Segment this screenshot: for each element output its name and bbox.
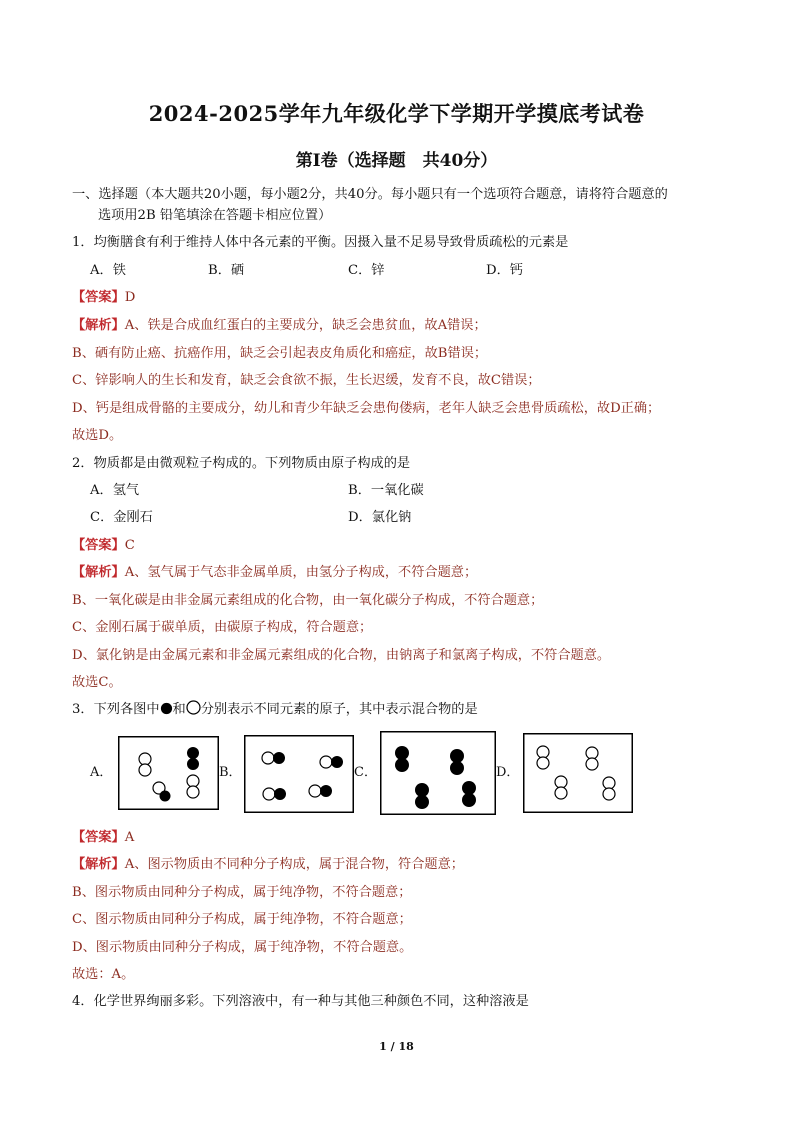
q2-analysis-b: B、一氧化碳是由非金属元素组成的化合物，由一氧化碳分子构成，不符合题意； [72,593,544,608]
q3-analysis-line: A、图示物质由不同种分子构成，属于混合物，符合题意； [124,857,464,872]
q1-analysis-line: A、铁是合成血红蛋白的主要成分，缺乏会患贫血，故A错误； [124,318,487,333]
q2-answer [72,536,732,556]
analysis-tag: 【解析】 [72,318,125,333]
q3-stem-part1: 3．下列各图中 [72,702,160,717]
q3-answer-value: A [124,830,135,845]
white-atom-icon [186,700,201,715]
q1-analysis-a [72,316,732,336]
q3-analysis-b: B、图示物质由同种分子构成，属于纯净物，不符合题意； [72,885,412,900]
q3-analysis-c: C、图示物质由同种分子构成，属于纯净物，不符合题意； [72,912,412,927]
q3-figure-label-b: B． [219,765,242,780]
q1-option-c: C．锌 [348,263,385,278]
q3-analysis-a [72,855,732,875]
q2-analysis-c: C、金刚石属于碳单质，由碳原子构成，符合题意； [72,620,373,635]
answer-tag: 【答案】 [72,538,125,553]
q3-figure-c [380,731,496,815]
q1-option-a: A．铁 [90,263,126,278]
q1-analysis-b: B、硒有防止癌、抗癌作用，缺乏会引起表皮角质化和癌症，故B错误； [72,346,488,361]
q2-option-d: D．氯化钠 [348,510,412,525]
q1-analysis-d: D、钙是组成骨骼的主要成分，幼儿和青少年缺乏会患佝偻病，老年人缺乏会患骨质疏松，故D正确； [72,401,661,416]
q3-answer [72,828,732,848]
q2-option-b: B．一氧化碳 [348,483,424,498]
q3-stem-part2: 和 [172,702,186,717]
q3-figure-d [523,733,633,813]
q2-analysis-line: A、氢气属于气态非金属单质，由氢分子构成，不符合题意； [124,565,478,580]
answer-tag: 【答案】 [72,290,125,305]
analysis-tag: 【解析】 [72,565,125,580]
q2-analysis-d: D、氯化钠是由金属元素和非金属元素组成的化合物，由钠离子和氯离子构成，不符合题意。 [72,648,611,663]
q3-figure-label-c: C． [354,765,377,780]
q1-answer [72,288,732,308]
black-atom-icon [160,702,173,715]
q1-option-d: D．钙 [486,263,523,278]
analysis-tag: 【解析】 [72,857,125,872]
q1-option-b: B．硒 [208,263,245,278]
q2-option-c: C．金刚石 [90,510,153,525]
q3-stem-part3: 分别表示不同元素的原子，其中表示混合物的是 [200,702,478,717]
q2-answer-value: C [124,538,135,553]
section-instructions-line2: 选项用2B 铅笔填涂在答题卡相应位置） [98,208,332,223]
q2-analysis-a [72,563,732,583]
q1-stem: 1．均衡膳食有利于维持人体中各元素的平衡。因摄入量不足易导致骨质疏松的元素是 [72,235,569,250]
q3-figure-b [244,735,354,813]
q3-figure-a [118,736,219,810]
q1-answer-value: D [124,290,136,305]
exam-title: 2024-2025学年九年级化学下学期开学摸底考试卷 [148,101,645,126]
q2-stem: 2．物质都是由微观粒子构成的。下列物质由原子构成的是 [72,456,411,471]
q2-option-a: A．氢气 [90,483,140,498]
q3-figure-label-a: A． [90,765,113,780]
q3-conclusion: 故选：A。 [72,967,135,982]
section-instructions-line1: 一、选择题（本大题共20小题，每小题2分，共40分。每小题只有一个选项符合题意，请将符合题意的 [72,187,668,202]
q3-analysis-d: D、图示物质由同种分子构成，属于纯净物，不符合题意。 [72,940,413,955]
q2-conclusion: 故选C。 [72,675,122,690]
section-subtitle: 第Ⅰ卷（选择题 共40分） [295,151,498,171]
q3-figure-label-d: D． [496,765,520,780]
answer-tag: 【答案】 [72,830,125,845]
q1-analysis-c: C、锌影响人的生长和发育，缺乏会食欲不振，生长迟缓，发育不良，故C错误； [72,373,541,388]
page-number: 1 / 18 [379,1040,414,1053]
q1-conclusion: 故选D。 [72,428,123,443]
q3-stem [72,700,732,720]
q4-stem: 4．化学世界绚丽多彩。下列溶液中，有一种与其他三种颜色不同，这种溶液是 [72,994,529,1009]
